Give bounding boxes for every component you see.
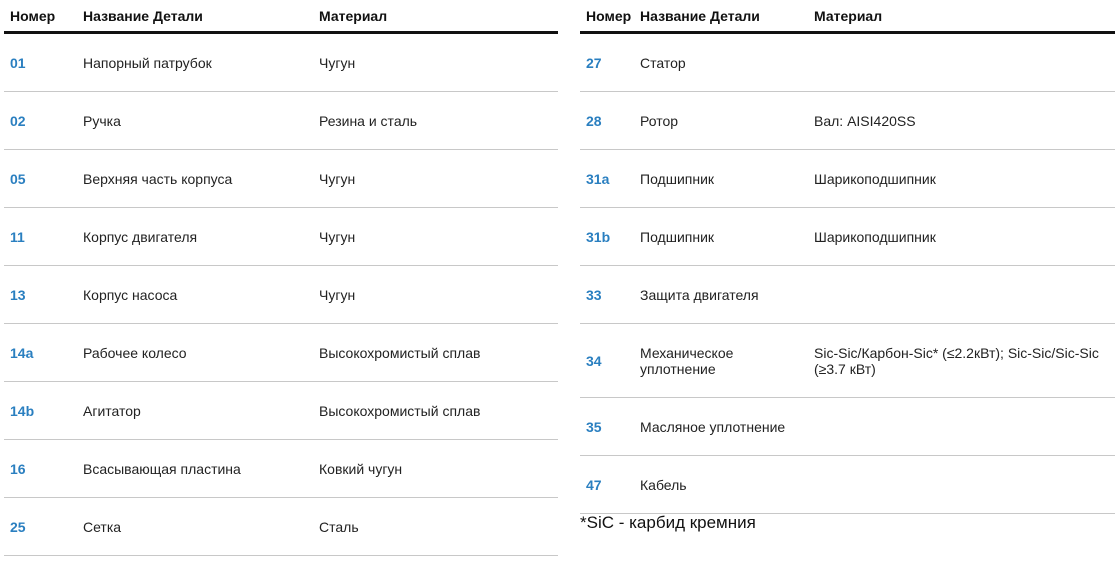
part-name: Рабочее колесо	[83, 344, 187, 361]
part-material: Чугун	[319, 170, 356, 187]
table-row	[4, 498, 558, 556]
part-number: 31a	[586, 170, 610, 187]
table-row	[4, 208, 558, 266]
table-row	[4, 34, 558, 92]
part-number: 35	[586, 418, 602, 435]
part-name: Сетка	[83, 518, 122, 535]
part-material: Чугун	[319, 286, 356, 303]
header-number: Номер	[586, 7, 632, 24]
part-name: Механическое уплотнение	[640, 344, 734, 377]
table-header	[4, 0, 558, 34]
part-name: Корпус насоса	[83, 286, 178, 303]
part-number: 28	[586, 112, 602, 129]
part-number: 05	[10, 170, 26, 187]
part-number: 13	[10, 286, 26, 303]
part-material: Шарикоподшипник	[814, 170, 936, 187]
table-row	[4, 382, 558, 440]
part-number: 31b	[586, 228, 611, 245]
part-material: Высокохромистый сплав	[319, 402, 481, 419]
part-name: Подшипник	[640, 228, 715, 245]
part-name: Кабель	[640, 476, 687, 493]
part-number: 01	[10, 54, 26, 71]
part-material: Высокохромистый сплав	[319, 344, 481, 361]
part-material: Чугун	[319, 54, 356, 71]
part-name: Всасывающая пластина	[83, 460, 241, 477]
part-number: 02	[10, 112, 26, 129]
table-row	[580, 150, 1115, 208]
part-material: Ковкий чугун	[319, 460, 403, 477]
table-row	[4, 266, 558, 324]
part-number: 16	[10, 460, 26, 477]
table-row	[580, 266, 1115, 324]
part-name: Верхняя часть корпуса	[83, 170, 233, 187]
part-name: Ротор	[640, 112, 679, 129]
part-number: 33	[586, 286, 602, 303]
table-row	[580, 34, 1115, 92]
header-number: Номер	[10, 7, 56, 24]
table-row	[4, 150, 558, 208]
part-material: Резина и сталь	[319, 112, 418, 129]
part-name: Ручка	[83, 112, 121, 129]
table-body	[4, 34, 558, 556]
part-material: Чугун	[319, 228, 356, 245]
part-name: Статор	[640, 54, 686, 71]
header-name: Название Детали	[640, 7, 760, 24]
table-row	[580, 398, 1115, 456]
parts-table-right	[580, 0, 1115, 514]
footnote: *SiC - карбид кремния	[580, 513, 756, 532]
part-number: 14a	[10, 344, 34, 361]
table-row	[4, 92, 558, 150]
table-row	[4, 324, 558, 382]
part-number: 11	[10, 228, 25, 245]
table-header	[580, 0, 1115, 34]
part-name: Защита двигателя	[640, 286, 759, 303]
header-material: Материал	[319, 7, 388, 24]
part-name: Масляное уплотнение	[640, 418, 786, 435]
table-row	[580, 324, 1115, 398]
header-name: Название Детали	[83, 7, 203, 24]
part-material: Сталь	[319, 518, 359, 535]
part-name: Напорный патрубок	[83, 54, 212, 71]
part-name: Агитатор	[83, 402, 141, 419]
header-material: Материал	[814, 7, 883, 24]
part-number: 47	[586, 476, 602, 493]
part-name: Корпус двигателя	[83, 228, 198, 245]
table-row	[4, 440, 558, 498]
part-name: Подшипник	[640, 170, 715, 187]
table-row	[580, 92, 1115, 150]
part-material: Вал: AISI420SS	[814, 112, 916, 129]
table-body	[580, 34, 1115, 514]
table-row	[580, 456, 1115, 514]
part-number: 25	[10, 518, 26, 535]
parts-table-left	[4, 0, 558, 556]
part-number: 27	[586, 54, 602, 71]
table-row	[580, 208, 1115, 266]
part-material: Sic-Sic/Карбон-Sic* (≤2.2кВт); Sic-Sic/Sic-Sic (≥3.7 кВт)	[814, 344, 1099, 377]
part-number: 34	[586, 352, 602, 369]
part-material: Шарикоподшипник	[814, 228, 936, 245]
part-number: 14b	[10, 402, 35, 419]
